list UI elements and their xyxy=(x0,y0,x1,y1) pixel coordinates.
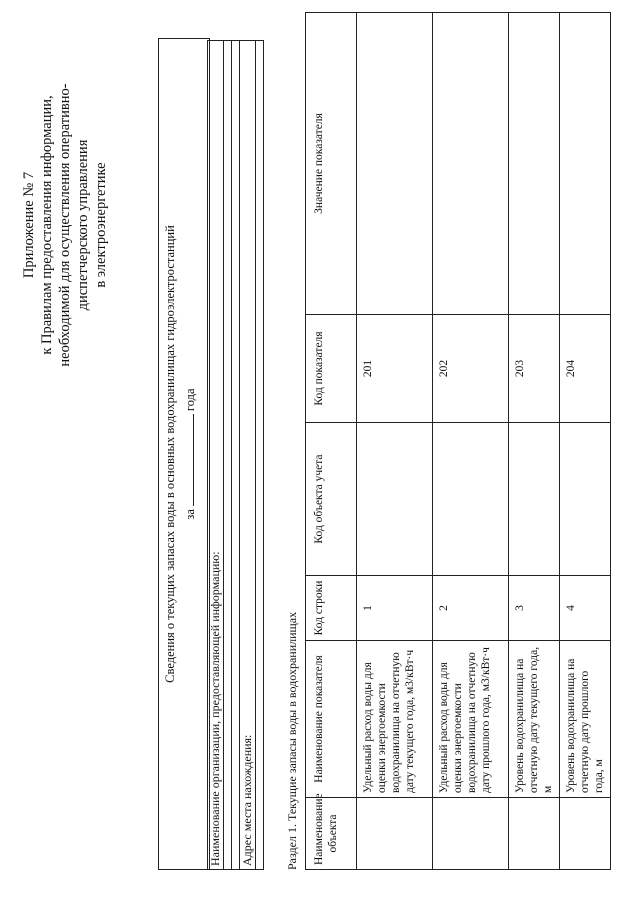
org-name-label: Наименование организации, предоставляющей информацию: xyxy=(208,41,224,870)
header-object-name: Наименование объекта xyxy=(306,798,357,870)
appendix-rules-line2: необходимой для осуществления оперативно- xyxy=(57,83,73,367)
table-row xyxy=(509,13,560,870)
indicator-value-cell xyxy=(433,13,509,315)
indicator-value-cell xyxy=(560,13,611,315)
object-code-cell xyxy=(509,423,560,576)
indicator-code-cell: 203 xyxy=(509,315,560,423)
form-title-box xyxy=(158,38,210,870)
line-code-cell: 2 xyxy=(433,576,509,641)
object-name-cell xyxy=(509,798,560,870)
org-info-table xyxy=(207,40,264,870)
appendix-rules-line3: диспетчерского управления xyxy=(75,139,91,311)
indicator-name-cell: Уровень водохранилища на отчетную дату прошлого года, м xyxy=(560,641,611,798)
form-title: Сведения о текущих запасах воды в основных водохранилищах гидроэлектростанций xyxy=(163,225,177,683)
reservoir-data-table xyxy=(305,12,611,870)
indicator-name-cell: Удельный расход воды для оценки энергоемкости водохранилища на отчетную дату прошлого года, м3/кВт·ч xyxy=(433,641,509,798)
form-period xyxy=(182,39,198,869)
org-info-spacer xyxy=(224,41,232,870)
header-object-code: Код объекта учета xyxy=(306,423,357,576)
header-line-code: Код строки xyxy=(306,576,357,641)
appendix-header xyxy=(20,25,110,425)
address-label: Адрес места нахождения: xyxy=(240,41,256,870)
line-code-cell: 3 xyxy=(509,576,560,641)
line-code-cell: 4 xyxy=(560,576,611,641)
indicator-code-cell: 202 xyxy=(433,315,509,423)
header-indicator-value: Значение показателя xyxy=(306,13,357,315)
table-header-row xyxy=(306,13,357,870)
indicator-value-cell xyxy=(357,13,433,315)
indicator-name-cell: Уровень водохранилища на отчетную дату текущего года, м xyxy=(509,641,560,798)
appendix-rules-line4: в электроэнергетике xyxy=(93,162,109,288)
object-code-cell xyxy=(357,423,433,576)
object-code-cell xyxy=(560,423,611,576)
table-row xyxy=(357,13,433,870)
header-indicator-name: Наименование показателя xyxy=(306,641,357,798)
line-code-cell: 1 xyxy=(357,576,433,641)
indicator-code-cell: 204 xyxy=(560,315,611,423)
object-code-cell xyxy=(433,423,509,576)
appendix-number: Приложение № 7 xyxy=(21,171,37,279)
org-info-spacer xyxy=(256,41,264,870)
indicator-name-cell: Удельный расход воды для оценки энергоемкости водохранилища на отчетную дату текущего года, м3/кВт·ч xyxy=(357,641,433,798)
object-name-cell xyxy=(433,798,509,870)
indicator-value-cell xyxy=(509,13,560,315)
header-indicator-code: Код показателя xyxy=(306,315,357,423)
appendix-rules-line1: к Правилам предоставления информации, xyxy=(39,95,55,355)
period-blank-field xyxy=(182,414,194,506)
section-title: Раздел 1. Текущие запасы воды в водохранилищах xyxy=(285,611,299,870)
table-row xyxy=(560,13,611,870)
period-suffix: года xyxy=(183,388,197,412)
table-row xyxy=(433,13,509,870)
object-name-cell xyxy=(560,798,611,870)
indicator-code-cell: 201 xyxy=(357,315,433,423)
period-prefix: за xyxy=(183,509,197,520)
object-name-cell xyxy=(357,798,433,870)
org-info-spacer xyxy=(232,41,240,870)
